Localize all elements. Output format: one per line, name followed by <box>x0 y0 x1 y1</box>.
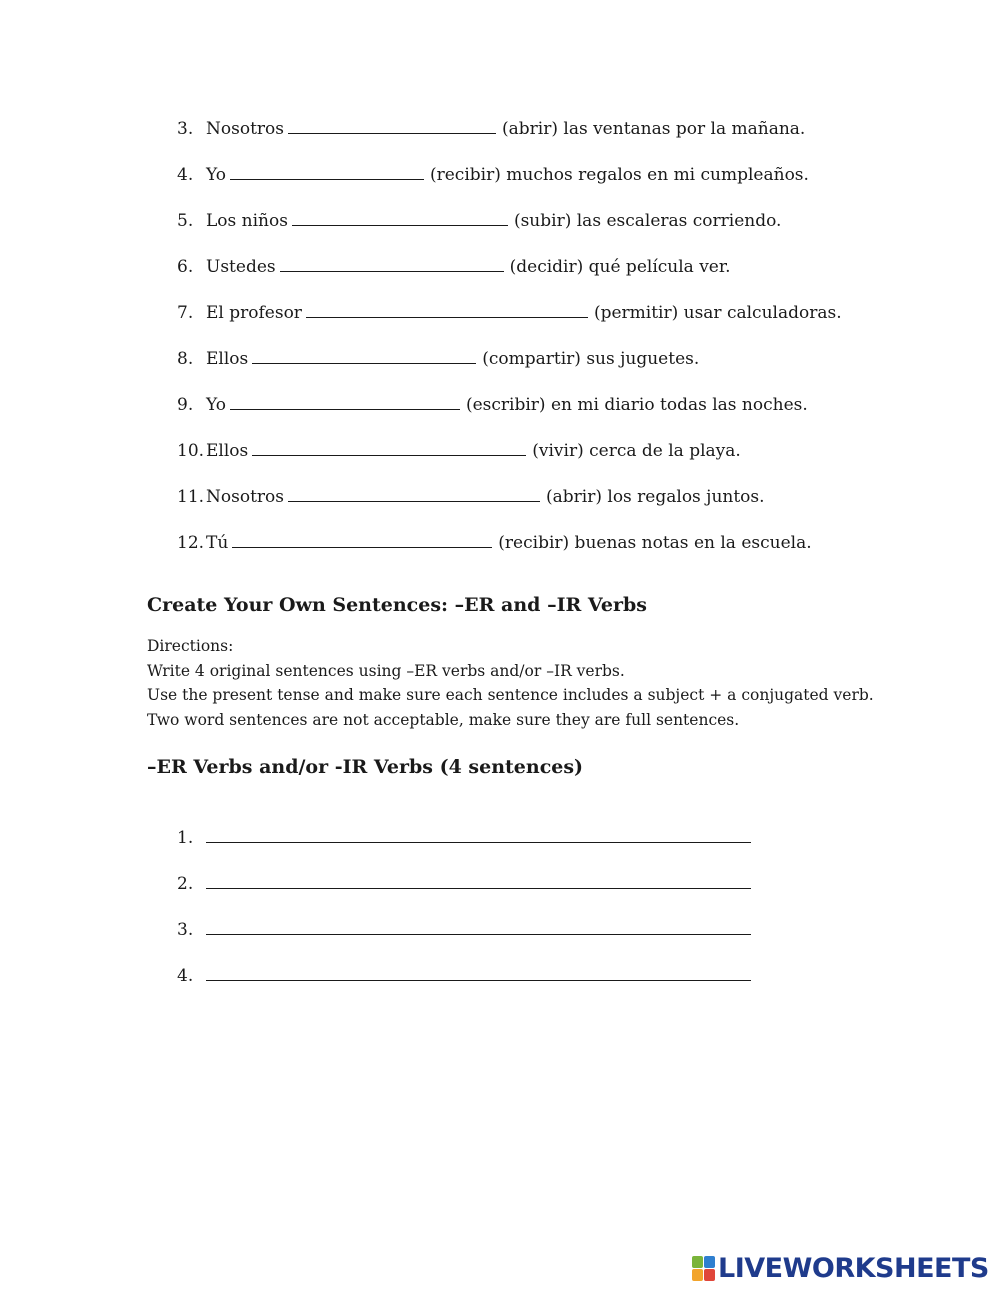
exercise-item <box>177 118 805 140</box>
brand-name: LIVEWORKSHEETS <box>718 1253 989 1284</box>
exercise-item <box>177 164 809 186</box>
exercise-item <box>177 256 731 278</box>
exercise-subject: Ustedes <box>206 257 276 277</box>
exercise-number: 12. <box>177 533 205 553</box>
section-title: Create Your Own Sentences: –ER and –IR Verbs <box>147 594 647 616</box>
exercise-hint: (compartir) sus juguetes. <box>482 349 700 369</box>
directions-line: Write 4 original sentences using –ER verbs and/or –IR verbs. <box>147 661 625 680</box>
answer-blank[interactable] <box>232 532 492 548</box>
exercise-subject: Ellos <box>206 349 249 369</box>
liveworksheets-logo <box>692 1253 989 1284</box>
exercise-item <box>177 394 808 416</box>
exercise-number: 9. <box>177 395 194 415</box>
exercise-item <box>177 348 699 370</box>
exercise-subject: Tú <box>206 533 229 553</box>
exercise-subject: Los niños <box>206 211 288 231</box>
exercise-item <box>177 210 781 232</box>
logo-icon <box>692 1256 716 1282</box>
answer-blank[interactable] <box>230 394 460 410</box>
answer-blank[interactable] <box>252 440 526 456</box>
sentence-number: 2. <box>177 874 194 894</box>
answer-blank[interactable] <box>280 256 504 272</box>
exercise-hint: (subir) las escaleras corriendo. <box>513 211 782 231</box>
exercise-hint: (vivir) cerca de la playa. <box>532 441 741 461</box>
logo-square-green <box>692 1256 703 1268</box>
exercise-hint: (abrir) las ventanas por la mañana. <box>502 119 806 139</box>
exercise-hint: (recibir) muchos regalos en mi cumpleaños. <box>429 165 809 185</box>
sentence-blank[interactable] <box>206 872 751 889</box>
exercise-subject: Ellos <box>206 441 249 461</box>
sentence-blank[interactable] <box>206 826 751 843</box>
sentence-blank[interactable] <box>206 964 751 981</box>
directions-line: Use the present tense and make sure each sentence includes a subject + a conjugated verb. <box>147 686 874 704</box>
exercise-subject: Yo <box>206 395 226 415</box>
exercise-number: 10. <box>177 441 205 461</box>
answer-blank[interactable] <box>288 486 540 502</box>
exercise-hint: (escribir) en mi diario todas las noches. <box>465 395 808 415</box>
exercise-subject: Yo <box>206 165 226 185</box>
directions-block <box>147 634 874 732</box>
sentence-number: 1. <box>177 828 194 848</box>
sentence-number: 4. <box>177 966 194 986</box>
logo-square-red <box>704 1269 715 1281</box>
exercise-item <box>177 486 765 508</box>
logo-square-blue <box>704 1256 715 1268</box>
exercise-item <box>177 440 741 462</box>
exercise-item <box>177 532 812 554</box>
answer-blank[interactable] <box>306 302 588 318</box>
directions-label: Directions: <box>147 637 234 655</box>
exercise-number: 8. <box>177 349 194 369</box>
answer-blank[interactable] <box>292 210 508 226</box>
exercise-subject: Nosotros <box>206 487 284 507</box>
directions-line: Two word sentences are not acceptable, make sure they are full sentences. <box>147 710 740 729</box>
sentence-row <box>177 826 751 848</box>
exercise-hint: (decidir) qué película ver. <box>509 257 731 277</box>
exercise-number: 11. <box>177 487 205 507</box>
answer-blank[interactable] <box>252 348 476 364</box>
exercise-subject: Nosotros <box>206 119 284 139</box>
exercise-number: 4. <box>177 165 194 185</box>
exercise-hint: (permitir) usar calculadoras. <box>593 303 842 323</box>
answer-blank[interactable] <box>230 164 424 180</box>
logo-square-orange <box>692 1269 703 1281</box>
sentence-row <box>177 964 751 986</box>
sentence-number: 3. <box>177 920 194 940</box>
exercise-hint: (recibir) buenas notas en la escuela. <box>498 533 812 553</box>
sentence-blank[interactable] <box>206 918 751 935</box>
exercise-hint: (abrir) los regalos juntos. <box>546 487 765 507</box>
exercise-number: 7. <box>177 303 194 323</box>
exercise-subject: El profesor <box>206 303 302 323</box>
answer-blank[interactable] <box>288 118 496 134</box>
exercise-item <box>177 302 842 324</box>
exercise-number: 5. <box>177 211 194 231</box>
exercise-number: 3. <box>177 119 194 139</box>
sentence-row <box>177 872 751 894</box>
section-subtitle: –ER Verbs and/or -IR Verbs (4 sentences) <box>147 756 584 778</box>
sentence-row <box>177 918 751 940</box>
exercise-number: 6. <box>177 257 194 277</box>
